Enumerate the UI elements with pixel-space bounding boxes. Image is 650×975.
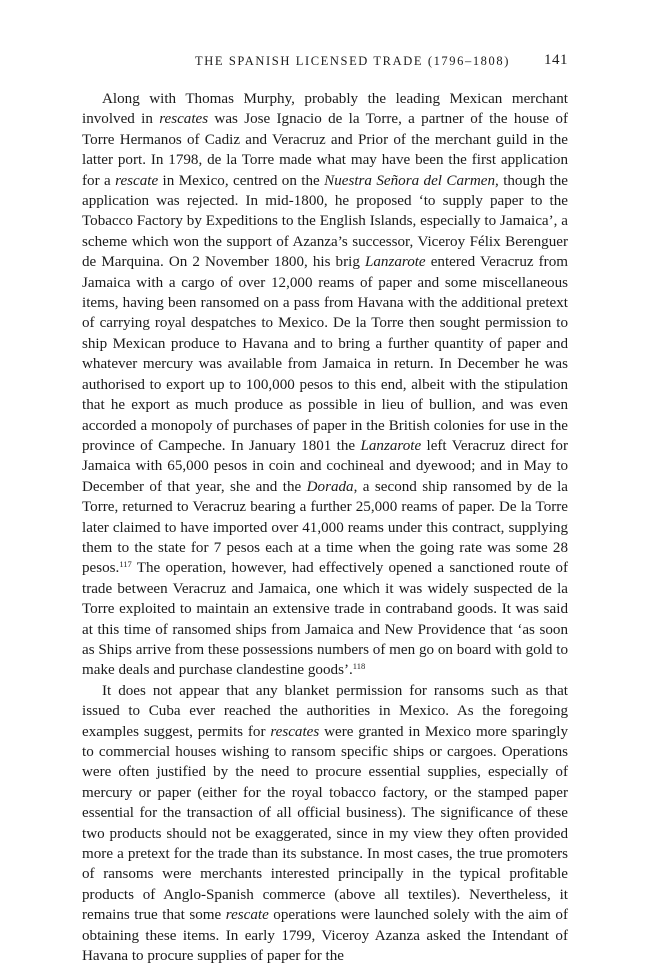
italic-term: rescates <box>159 111 209 128</box>
text-run: were granted in Mexico more sparingly to commercial houses wishing to ransom specific ships or cargoes. Operations were often justified by the need to procure essential supplies, especially of mercury or paper (either for the royal tobacco factory, or the stamped paper essential for the transaction of all official business). The significance of these two products should not be exaggerated, since in my view they often provided more a pretext for the trade than its substance. In most cases, the true promoters of ransoms were merchants interested principally in the typical profitable products of Anglo-Spanish commerce (above all textiles). Nevertheless, it remains true that some <box>82 723 568 924</box>
text-run: in Mexico, centred on the <box>158 172 325 189</box>
text-run: operations were launched solely with the aim of obtaining these items. In early 1799, Viceroy Azanza asked the Intendant of Havana to procure supplies of paper for the <box>82 907 568 965</box>
italic-term: Dorada <box>306 478 354 495</box>
body-text <box>82 89 568 966</box>
running-head-title: THE SPANISH LICENSED TRADE (1796–1808) <box>195 54 510 68</box>
paragraph <box>82 89 568 681</box>
italic-term: rescate <box>225 907 269 924</box>
text-run: entered Veracruz from Jamaica with a cargo of over 12,000 reams of paper and some miscellaneous items, having been ransomed on a pass from Havana with the additional pretext of carrying royal despatches to Mexico. De la Torre then sought permission to ship Mexican produce to Havana and to bring a further quantity of paper and whatever mercury was available from Jamaica in return. In December he was authorised to export up to 100,000 pesos to this end, albeit with the stipulation that he export as much produce as possible in lieu of bullion, and was even accorded a monopoly of purchases of paper in the British colonies for use in the province of Campeche. In January 1801 the <box>82 254 568 454</box>
running-head <box>82 50 568 74</box>
italic-term: rescate <box>115 172 159 189</box>
text-run: left Veracruz direct for Jamaica with 65,000 pesos in coin and cochineal and dyewood; and in May to December of that year, she and the <box>82 437 569 495</box>
footnote-ref: 117 <box>119 559 132 570</box>
italic-term: Lanzarote <box>364 254 426 271</box>
text-run: , a second ship ransomed by de la Torre, returned to Veracruz bearing a further 25,000 reams of paper. De la Torre later claimed to have imported over 41,000 reams under this contract, supplying them to the state for 7 pesos each at a time when the going rate was some 28 pesos. <box>82 478 568 577</box>
paragraph <box>82 681 568 967</box>
footnote-ref: 118 <box>352 661 366 672</box>
text-run: was Jose Ignacio de la Torre, a partner of the house of Torre Hermanos of Cadiz and Veracruz and Prior of the merchant guild in the latter port. In 1798, de la Torre made what may have been the first application for a <box>82 111 568 189</box>
text-run: The operation, however, had effectively opened a sanctioned route of trade between Veracruz and Jamaica, one which it was widely suspected de la Torre exploited to maintain an extensive trade in contraband goods. It was said at this time of ransomed ships from Jamaica and New Providence that ‘as soon as Ships arrive from these possessions numbers of men go on board with gold to make deals and purchase clandestine goods’. <box>82 560 568 679</box>
text-run: It does not appear that any blanket permission for ransoms such as that issued to Cuba ever reached the authorities in Mexico. As the foregoing examples suggest, permits for <box>82 682 568 740</box>
italic-term: rescates <box>270 723 320 740</box>
page-number: 141 <box>544 52 568 68</box>
text-run: Along with Thomas Murphy, probably the leading Mexican merchant involved in <box>82 91 568 128</box>
italic-term: Lanzarote <box>360 437 422 454</box>
italic-term: Nuestra Señora del Carmen <box>324 172 496 189</box>
text-run: , though the application was rejected. In mid-1800, he proposed ‘to supply paper to the Tobacco Factory by Expeditions to the English Islands, especially to Jamaica’, a scheme which won the support of Azanza’s successor, Viceroy Félix Berenguer de Marquina. On 2 November 1800, his brig <box>82 172 568 271</box>
